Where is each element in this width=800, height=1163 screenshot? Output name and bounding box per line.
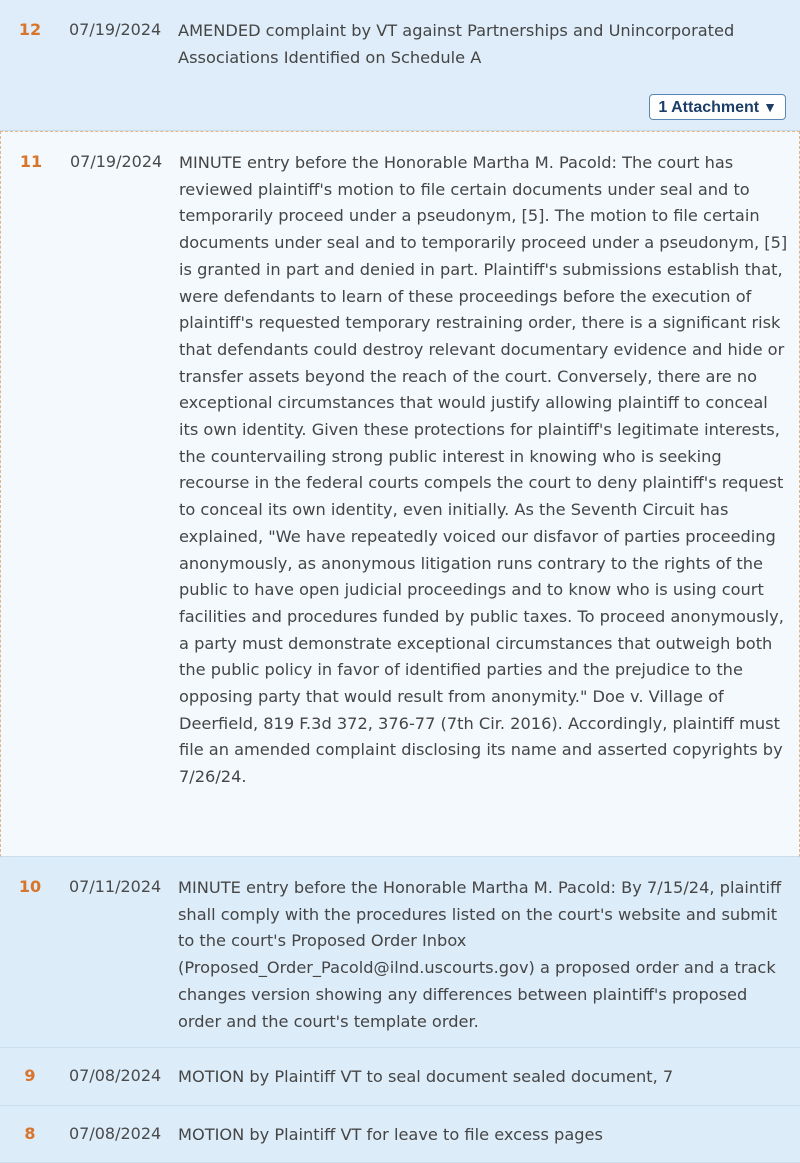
- caret-down-icon: ▼: [763, 99, 777, 115]
- entry-number[interactable]: 8: [24, 1124, 36, 1143]
- entry-description: MOTION by Plaintiff VT for leave to file excess pages: [178, 1125, 603, 1144]
- entry-number[interactable]: 9: [24, 1066, 36, 1085]
- docket-entry-9: [0, 1048, 800, 1106]
- entry-description: MINUTE entry before the Honorable Martha M. Pacold: By 7/15/24, plaintiff shall comply with the procedures listed on the court's website and submit to the court's Proposed Order Inbox (Proposed_Order_Pacold@ilnd.uscourts.gov) a proposed order and a track changes version showing any differences between plaintiff's proposed order and the court's template order.: [178, 878, 782, 1031]
- attachments-label: 1 Attachment: [658, 99, 760, 116]
- entry-date: 07/19/2024: [69, 20, 162, 39]
- entry-date: 07/11/2024: [69, 877, 162, 896]
- entry-number[interactable]: 11: [19, 152, 43, 171]
- entry-number[interactable]: 10: [18, 877, 42, 896]
- entry-date: 07/08/2024: [69, 1124, 162, 1143]
- entry-date: 07/19/2024: [70, 152, 163, 171]
- docket-entry-8: [0, 1106, 800, 1163]
- docket-entry-11: [0, 131, 800, 857]
- entry-date: 07/08/2024: [69, 1066, 162, 1085]
- entry-description: AMENDED complaint by VT against Partnerships and Unincorporated Associations Identified on Schedule A: [178, 21, 735, 67]
- entry-description: MINUTE entry before the Honorable Martha M. Pacold: The court has reviewed plaintiff's motion to file certain documents under seal and to temporarily proceed under a pseudonym, [5]. The motion to file certain documents under seal and to temporarily proceed under a pseudonym, [5] is granted in part and denied in part. Plaintiff's submissions establish that, were defendants to learn of these proceedings before the execution of plaintiff's requested temporary restraining order, there is a significant risk that defendants could destroy relevant documentary evidence and hide or transfer assets beyond the reach of the court. Conversely, there are no exceptional circumstances that would justify allowing plaintiff to conceal its own identity. Given these protections for plaintiff's legitimate interests, the countervailing strong public interest in knowing who is seeking recourse in the federal courts compels the court to deny plaintiff's request to conceal its own identity, even initially. As the Seventh Circuit has explained, "We have repeatedly voiced our disfavor of parties proceeding anonymously, as anonymous litigation runs contrary to the rights of the public to have open judicial proceedings and to know who is using court facilities and procedures funded by public taxes. To proceed anonymously, a party must demonstrate exceptional circumstances that outweigh both the public policy in favor of identified parties and the prejudice to the opposing party that would result from anonymity." Doe v. Village of Deerfield, 819 F.3d 372, 376-77 (7th Cir. 2016). Accordingly, plaintiff must file an amended complaint disclosing its name and asserted copyrights by 7/26/24.: [179, 153, 788, 787]
- entry-description: MOTION by Plaintiff VT to seal document sealed document, 7: [178, 1067, 674, 1086]
- entry-number[interactable]: 12: [18, 20, 42, 39]
- attachments-dropdown-button[interactable]: [649, 94, 786, 120]
- docket-entry-10: [0, 857, 800, 1048]
- docket-entry-12: [0, 0, 800, 131]
